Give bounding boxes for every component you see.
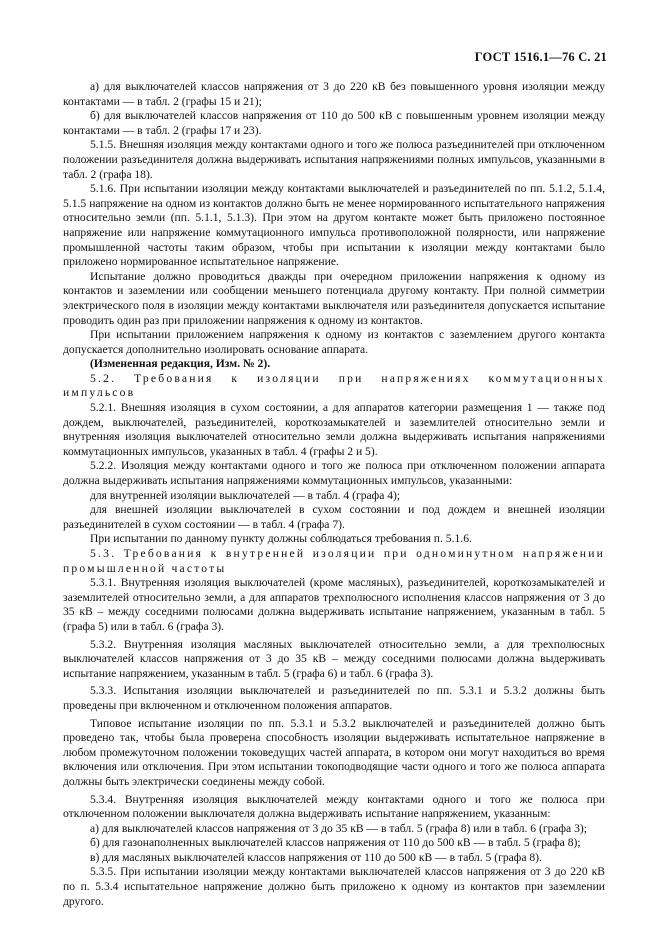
paragraph-5-3-4-c: в) для масляных выключателей классов напряжения от 110 до 500 кВ — в табл. 5 (графа 8). — [90, 850, 542, 864]
paragraph-5-3-4: 5.3.4. Внутренняя изоляция выключателей между контактами одного и того же полюса при отключенном положении выключателя должна выдерживать испытание напряжением, указанным: — [63, 792, 605, 821]
section-heading-5-2: 5.2. Требования к изоляции при напряжениях коммутационных импульсов — [63, 371, 605, 400]
paragraph-requirements-5-1-6: При испытании по данному пункту должны соблюдаться требования п. 5.1.6. — [90, 532, 472, 546]
document-body — [63, 80, 605, 909]
page-header: ГОСТ 1516.1—76 С. 21 — [474, 50, 607, 64]
paragraph-a-15-21: а) для выключателей классов напряжения от 3 до 220 кВ без повышенного уровня изоляции между контактами — в табл. 2 (графы 15 и 21); — [63, 80, 605, 108]
amendment-note: (Измененная редакция, Изм. № 2). — [90, 357, 271, 371]
paragraph-5-3-5: 5.3.5. При испытании изоляции между контактами выключателей классов напряжения от 3 до 220 кВ по п. 5.3.4 испытательное напряжение должно быть приложено к одному из контактов при заземлении другого. — [63, 865, 605, 908]
paragraph-5-3-1: 5.3.1. Внутренняя изоляция выключателей (кроме масляных), разъединителей, короткозамыкателей и заземлителей относительно земли, а для аппаратов трехполюсного исполнения классов напряжения от 3 до 35 кВ – между соседними полюсами должна выдерживать испытание напряжением, указанным в табл. 5 (графа 5) или в табл. 6 (графа 3). — [63, 576, 605, 633]
paragraph-type-test: Типовое испытание изоляции по пп. 5.3.1 и 5.3.2 выключателей и разъединителей должно быть проведено так, чтобы была проверена способность изоляции выдерживать испытательное напряжение в любом промежуточном положении токоведущих частей аппарата, в котором они могут находиться во время включения или отключения. При этом испытании токоподводящие части одного и того же полюса аппарата должны быть электрически соединены между собой. — [63, 716, 605, 788]
paragraph-5-1-5: 5.1.5. Внешняя изоляция между контактами одного и того же полюса разъединителей при отключенном положении разъединителя должна выдерживать испытания напряжениями полных импульсов, указанными в табл. 2 (графа 18). — [63, 138, 605, 181]
paragraph-b-17-23: б) для выключателей классов напряжения от 110 до 500 кВ с повышенным уровнем изоляции между контактами — в табл. 2 (графы 17 и 23). — [63, 109, 605, 137]
paragraph-5-3-2: 5.3.2. Внутренняя изоляция масляных выключателей относительно земли, а для трехполюсных выключателей классов напряжения от 3 до 35 кВ – между соседними полюсами должна выдерживать испытание напряжением, указанным в табл. 5 (графа 6) и табл. 6 (графа 3). — [63, 637, 605, 680]
paragraph-5-3-4-b: б) для газонаполненных выключателей классов напряжения от 110 до 500 кВ — в табл. 5 (графа 8); — [90, 836, 581, 850]
paragraph-5-1-6: 5.1.6. При испытании изоляции между контактами выключателей и разъединителей по пп. 5.1.2, 5.1.4, 5.1.5 напряжение на одном из контактов должно быть не менее нормированного испытательного напряжения относительно земли (пп. 5.1.1, 5.1.3). При этом на другом контакте может быть приложено постоянное напряжение или напряжение коммутационного импульса противоположной полярности, или напряжение промышленной частоты таким образом, чтобы при испытании к изоляции между контактами было приложено нормированное испытательное напряжение. — [63, 182, 605, 269]
paragraph-5-3-3: 5.3.3. Испытания изоляции выключателей и разъединителей по пп. 5.3.1 и 5.3.2 должны быть проведены при включенном и отключенном положения аппаратов. — [63, 684, 605, 712]
paragraph-external-insulation: для внешней изоляции выключателей в сухом состоянии и под дождем и внешней изоляции разъединителей в сухом состоянии — в табл. 4 (графа 7). — [63, 503, 605, 531]
paragraph-5-3-4-a: а) для выключателей классов напряжения от 3 до 35 кВ — в табл. 5 (графа 8) или в табл. 6 (графа 3); — [90, 821, 587, 835]
paragraph-internal-insulation: для внутренней изоляции выключателей — в табл. 4 (графа 4); — [90, 488, 401, 502]
paragraph-5-2-1: 5.2.1. Внешняя изоляция в сухом состоянии, а для аппаратов категории размещения 1 — также под дождем, выключателей, разъединителей, короткозамыкателей и заземлителей относительно земли и внутренняя изоляция выключателей относительно земли должна выдерживать испытания напряжениями коммутационных импульсов, указанных в табл. 4 (графы 2 и 5). — [63, 401, 605, 458]
paragraph-5-2-2: 5.2.2. Изоляция между контактами одного и того же полюса при отключенном положении аппарата должна выдерживать испытания напряжениями коммутационных импульсов, указанными: — [63, 459, 605, 488]
section-heading-5-3: 5.3. Требования к внутренней изоляции при одноминутном напряжении промышленной частоты — [63, 547, 605, 575]
paragraph-base-isolation: При испытании приложением напряжения к одному из контактов с заземлением другого контакта допускается дополнительно изолировать основание аппарата. — [63, 328, 605, 356]
paragraph-test-twice: Испытание должно проводиться дважды при очередном приложении напряжения к одному из контактов и заземлении или сообщении меньшего потенциала другому контакту. При полной симметрии электрического поля в изоляции между контактами выключателя или разъединителя допускается испытание проводить один раз при приложении напряжения к одному из контактов. — [63, 269, 605, 327]
